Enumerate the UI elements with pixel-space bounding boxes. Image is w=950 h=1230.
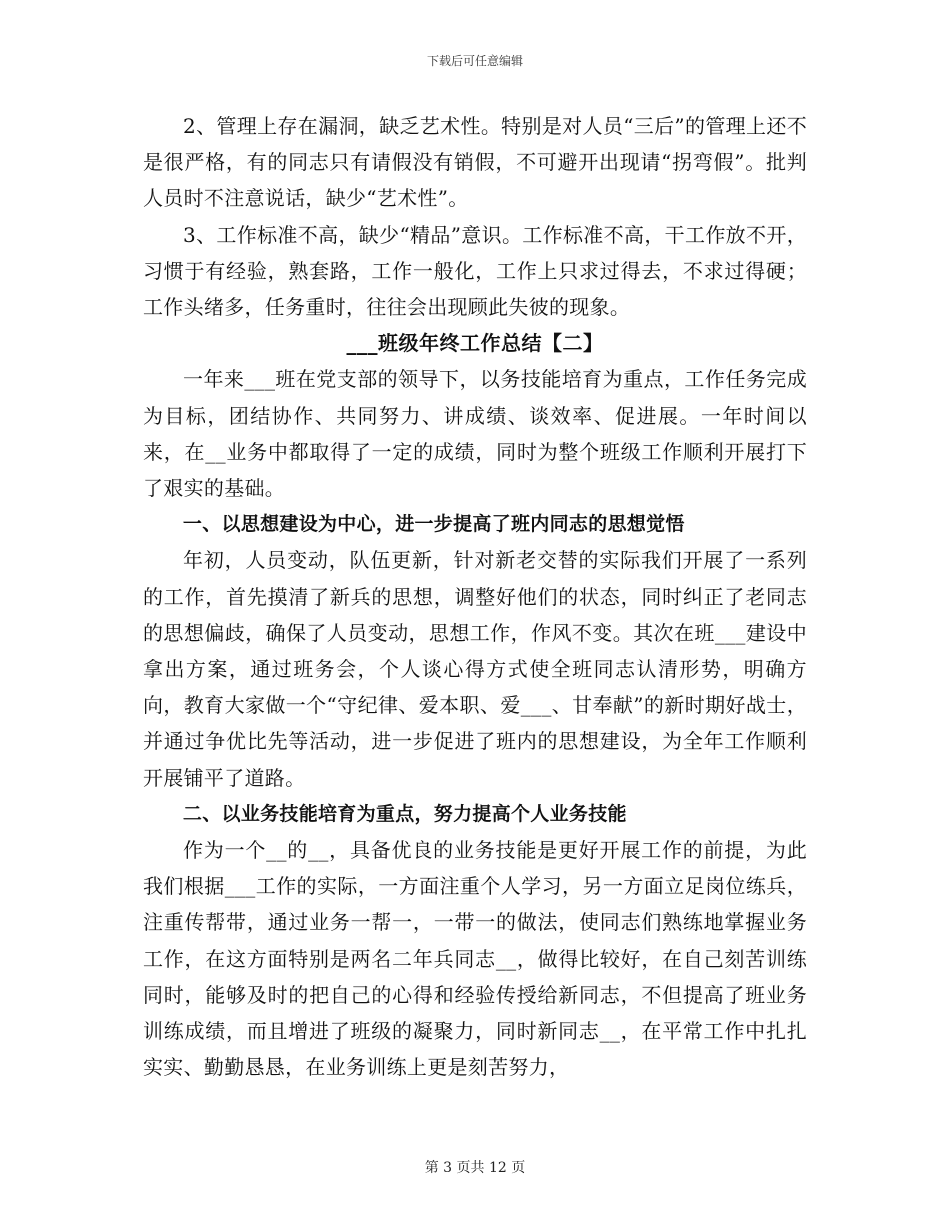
paragraph-ideological-building: 年初，人员变动，队伍更新，针对新老交替的实际我们开展了一系列的工作，首先摸清了新兵的思想，调整好他们的状态，同时纠正了老同志的思想偏歧，确保了人员变动，思想工作，作风不变。其次在班___建设中拿出方案，通过班务会，个人谈心得方式使全班同志认清形势，明确方向，教育大家做一个“守纪律、爱本职、爱___、甘奉献”的新时期好战士，并通过争优比先等活动，进一步促进了班内的思想建设，为全年工作顺利开展铺平了道路。	[143, 548, 807, 790]
paragraph-work-standards: 3、工作标准不高，缺少“精品”意识。工作标准不高，干工作放不开，习惯于有经验，熟套路，工作一般化，工作上只求过得去，不求过得硬；工作头绪多，任务重时，往往会出现顾此失彼的现象。	[143, 222, 807, 320]
page-header: 下载后可任意编辑	[426, 54, 523, 68]
paragraph-management-loopholes: 2、管理上存在漏洞，缺乏艺术性。特别是对人员“三后”的管理上还不是很严格，有的同志只有请假没有销假，不可避开出现请“拐弯假”。批判人员时不注意说话，缺少“艺术性”。	[143, 114, 807, 211]
section-title: ___班级年终工作总结【二】	[346, 331, 604, 356]
document-body	[143, 108, 807, 1085]
heading-business-skills: 二、以业务技能培育为重点，努力提高个人业务技能	[182, 802, 627, 825]
page-number-footer: 第 3 页共 12 页	[424, 1160, 526, 1176]
paragraph-year-overview: 一年来___班在党支部的领导下，以务技能培育为重点，工作任务完成为目标，团结协作、共同努力、讲成绩、谈效率、促进展。一年时间以来，在__业务中都取得了一定的成绩，同时为整个班级工作顺利开展打下了艰实的基础。	[143, 367, 807, 501]
paragraph-business-skills: 作为一个__的__，具备优良的业务技能是更好开展工作的前提，为此我们根据___工作的实际，一方面注重个人学习，另一方面立足岗位练兵，注重传帮带，通过业务一帮一，一带一的做法，使同志们熟练地掌握业务工作，在这方面特别是两名二年兵同志__，做得比较好，在自己刻苦训练同时，能够及时的把自己的心得和经验传授给新同志，不但提高了班业务训练成绩，而且增进了班级的凝聚力，同时新同志__，在平常工作中扎扎实实、勤勤恳恳，在业务训练上更是刻苦努力，	[143, 838, 807, 1080]
heading-ideological-building: 一、以思想建设为中心，进一步提高了班内同志的思想觉悟	[182, 513, 685, 536]
